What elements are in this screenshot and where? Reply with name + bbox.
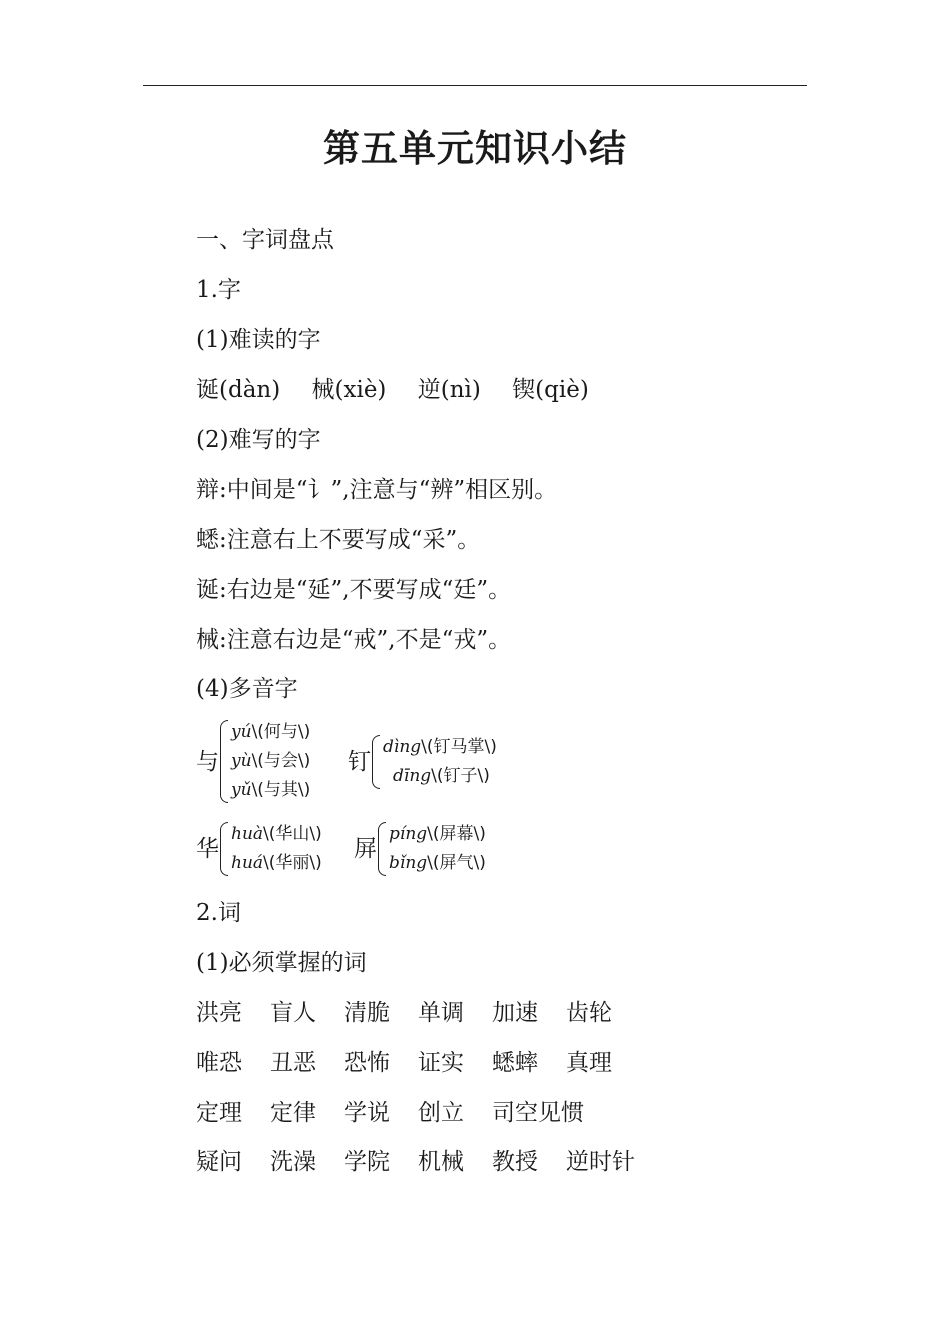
word: 丑恶 (270, 1050, 316, 1076)
polyphone-hua (196, 820, 322, 878)
polyphone-ping (354, 820, 486, 878)
word: 逆时针 (566, 1149, 635, 1175)
word: 疑问 (196, 1149, 242, 1175)
word: 加速 (492, 1000, 538, 1026)
word: 学院 (344, 1149, 390, 1175)
word: 洪亮 (196, 1000, 242, 1026)
polyphone-char: 与 (196, 748, 219, 775)
polyphone-char: 钉 (348, 749, 371, 775)
word: 机械 (418, 1149, 464, 1175)
brace (372, 735, 380, 789)
brace (220, 822, 228, 876)
word: 创立 (418, 1100, 464, 1126)
reading: yù\(与会\) (231, 751, 311, 771)
header-rule (143, 85, 807, 86)
word: 洗澡 (270, 1149, 316, 1175)
polyphone-yu (196, 718, 310, 805)
word: 学说 (344, 1100, 390, 1126)
word: 司空见惯 (492, 1100, 584, 1126)
heading-must-master: (1)必须掌握的词 (196, 950, 367, 976)
word: 恐怖 (344, 1050, 390, 1076)
word-row (196, 1147, 663, 1177)
polyphone-char: 屏 (354, 836, 377, 862)
heading-hard-to-write: (2)难写的字 (196, 427, 321, 453)
subsection-words: 2.词 (196, 900, 241, 926)
word: 证实 (418, 1050, 464, 1076)
word: 蟋蟀 (492, 1050, 538, 1076)
reading: bǐng\(屏气\) (389, 853, 486, 873)
word: 齿轮 (566, 1000, 612, 1026)
polyphone-ding (348, 733, 497, 791)
heading-polyphones: (4)多音字 (196, 676, 298, 702)
polyphone-char: 华 (196, 836, 219, 862)
section-heading: 一、字词盘点 (196, 227, 334, 253)
word: 盲人 (270, 1000, 316, 1026)
word: 定律 (270, 1100, 316, 1126)
hard-write-item: 诞:右边是“延”,不要写成“廷”。 (196, 577, 512, 603)
page-title: 第五单元知识小结 (323, 127, 627, 170)
word-row (196, 1048, 640, 1078)
hard-to-read-list (196, 375, 589, 405)
word: 唯恐 (196, 1050, 242, 1076)
hard-write-item: 蟋:注意右上不要写成“采”。 (196, 527, 481, 553)
word-row (196, 998, 640, 1028)
hard-read-item: 械(xiè) (311, 377, 387, 403)
reading: huá\(华丽\) (231, 853, 322, 873)
word: 定理 (196, 1100, 242, 1126)
brace (220, 720, 228, 803)
word: 教授 (492, 1149, 538, 1175)
word: 清脆 (344, 1000, 390, 1026)
brace (378, 822, 386, 876)
reading: yǔ\(与其\) (231, 780, 311, 800)
reading: píng\(屏幕\) (389, 824, 486, 844)
hard-read-item: 逆(nì) (417, 377, 481, 403)
reading: dìng\(钉马掌\) (383, 737, 497, 757)
subsection-characters: 1.字 (196, 277, 241, 303)
word-row (196, 1098, 612, 1128)
hard-write-item: 辩:中间是“讠”,注意与“辨”相区别。 (196, 477, 558, 503)
word: 真理 (566, 1050, 612, 1076)
reading: dīng\(钉子\) (393, 766, 490, 786)
word: 单调 (418, 1000, 464, 1026)
reading: yú\(何与\) (231, 722, 311, 742)
hard-read-item: 锲(qiè) (512, 377, 589, 403)
reading: huà\(华山\) (231, 824, 322, 844)
hard-write-item: 械:注意右边是“戒”,不是“戎”。 (196, 627, 512, 653)
heading-hard-to-read: (1)难读的字 (196, 327, 321, 353)
hard-read-item: 诞(dàn) (196, 377, 281, 403)
